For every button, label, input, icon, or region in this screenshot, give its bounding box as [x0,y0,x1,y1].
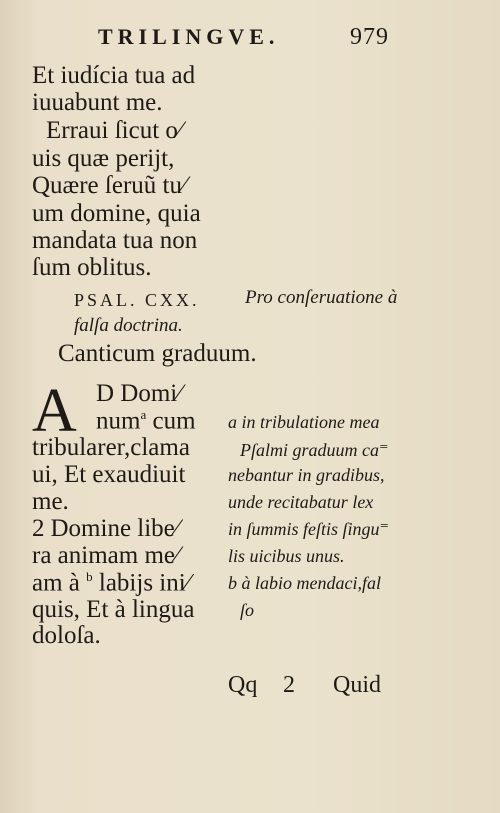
marginal-note: lis uicibus unus. [228,546,345,566]
text-line: 2 Domine libe⁄ [32,515,179,542]
verse-number: 2 [32,515,45,542]
marginal-note: a in tribulatione mea [228,412,380,432]
text-line: Quære ſeruũ tu⁄ [32,172,187,199]
text-line: uis quæ perijt, [32,145,175,172]
text-line: Erraui ſicut o⁄ [46,117,183,144]
signature-mark: Qq [228,672,258,698]
text-line: num$^a$ cum [96,407,196,435]
text-line: me. [32,488,69,515]
marginal-note: ſo [240,600,255,620]
marginal-note: in ſummis feſtis ſingu⁼ [228,519,390,539]
footnote-marker: b [86,569,93,584]
text-line: D Domi⁄ [96,380,182,407]
psalm-title: Pro conſeruatione à [245,287,398,308]
drop-cap: A [32,377,77,445]
signature-number: 2 [283,672,295,698]
text-line: quis, Et à lingua [32,596,195,623]
canticum-heading: Canticum graduum. [58,340,257,367]
running-title: TRILINGVE. [98,24,280,49]
marginal-note: nebantur in gradibus, [228,465,385,485]
marginal-note: b à labio mendaci,fal [228,573,381,593]
marginal-note: unde recitabatur lex [228,492,374,512]
text-line: iuuabunt me. [32,89,163,116]
catchword: Quid [333,672,381,698]
text-line: um domine, quia [32,200,201,227]
text-line: tribularer,clama [32,434,190,461]
marginal-note: Pſalmi graduum ca⁼ [240,440,389,460]
footnote-marker: a [140,407,147,422]
text-line: Et iudícia tua ad [32,62,196,89]
text-line: am à $^b$ labijs ini⁄ [32,569,190,597]
page-number: 979 [350,24,389,50]
text-line: ui, Et exaudiuit [32,461,186,488]
text-line: doloſa. [32,622,101,649]
psalm-label: PSAL. CXX. [74,290,200,310]
text-line: ſum oblitus. [32,254,152,281]
text-line: ra animam me⁄ [32,542,180,569]
psalm-title-continued: falſa doctrina. [74,315,183,336]
text-line: mandata tua non [32,227,198,254]
